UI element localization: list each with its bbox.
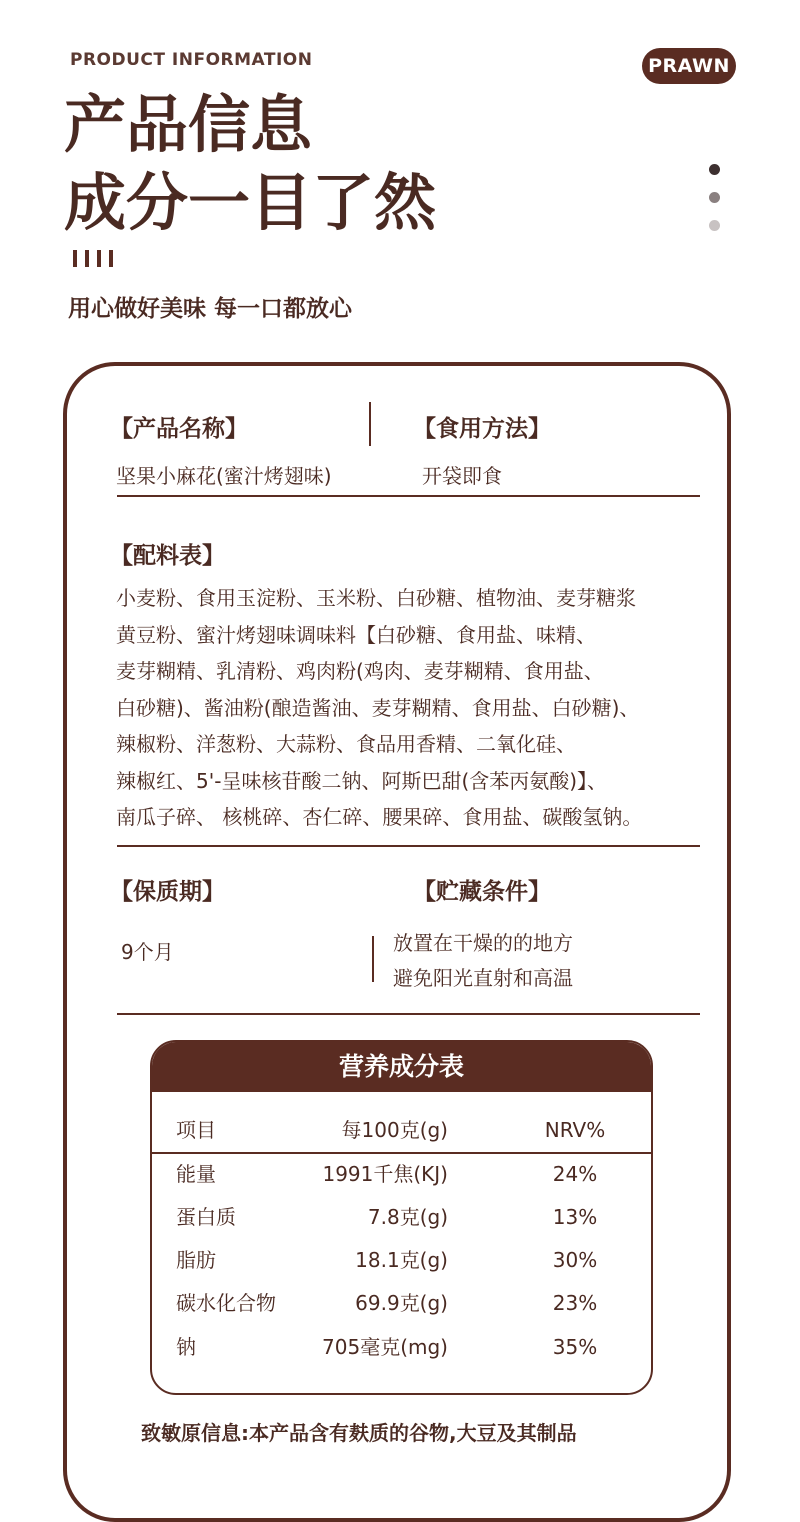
nutrient-nrv: 24% — [552, 1162, 598, 1186]
ingredient-line: 辣椒红、5'-呈味核苷酸二钠、阿斯巴甜(含苯丙氨酸)】、 — [116, 768, 608, 793]
nutrient-nrv: 23% — [552, 1291, 598, 1315]
section-divider — [117, 1013, 700, 1015]
ingredient-line: 辣椒粉、洋葱粉、大蒜粉、食品用香精、二氧化硅、 — [116, 732, 576, 756]
header-item: 项目 — [176, 1118, 216, 1142]
nutrient-nrv: 13% — [552, 1205, 598, 1229]
product-name-value: 坚果小麻花(蜜汁烤翅味) — [116, 464, 332, 488]
ingredient-line: 白砂糖)、酱油粉(酿造酱油、麦芽糊精、食用盐、白砂糖)、 — [116, 695, 640, 720]
nutrient-name: 能量 — [176, 1162, 216, 1186]
ingredient-line: 麦芽糊精、乳清粉、鸡肉粉(鸡肉、麦芽糊精、食用盐、 — [116, 659, 604, 683]
table-row — [152, 1283, 651, 1323]
section-divider — [117, 845, 700, 847]
storage-line-2: 避免阳光直射和高温 — [393, 966, 573, 990]
decorative-ticks — [73, 250, 121, 271]
header-per-100g: 每100克(g) — [341, 1118, 448, 1142]
nutrition-table — [150, 1040, 653, 1395]
ingredient-line: 黄豆粉、蜜汁烤翅味调味料【白砂糖、食用盐、味精、 — [116, 622, 596, 647]
tick — [109, 250, 113, 267]
eyebrow-label: PRODUCT INFORMATION — [70, 50, 313, 70]
tick — [97, 250, 101, 267]
nutrient-name: 碳水化合物 — [176, 1291, 276, 1315]
nutrient-amount: 705毫克(mg) — [322, 1335, 448, 1359]
table-row — [152, 1197, 651, 1237]
dot-1 — [709, 164, 720, 175]
product-badge: PRAWN — [642, 48, 736, 84]
usage-value: 开袋即食 — [422, 464, 502, 488]
nutrition-header-row — [152, 1110, 651, 1150]
tick — [73, 250, 77, 267]
nutrient-name: 蛋白质 — [176, 1205, 236, 1229]
page-title — [64, 86, 436, 242]
nutrient-amount: 7.8克(g) — [367, 1205, 448, 1229]
nutrient-name: 钠 — [176, 1335, 196, 1359]
dot-2 — [709, 192, 720, 203]
shelf-life-value: 9个月 — [121, 940, 174, 964]
decorative-dots — [709, 164, 720, 248]
storage-heading: 【贮藏条件】 — [413, 879, 551, 905]
nutrition-title: 营养成分表 — [152, 1042, 651, 1092]
column-divider — [372, 936, 374, 982]
nutrient-amount: 1991千焦(KJ) — [322, 1162, 448, 1186]
table-row — [152, 1327, 651, 1367]
table-row — [152, 1154, 651, 1194]
table-row — [152, 1240, 651, 1280]
nutrient-amount: 18.1克(g) — [355, 1248, 448, 1272]
nutrient-name: 脂肪 — [176, 1248, 216, 1272]
allergen-info: 致敏原信息:本产品含有麸质的谷物,大豆及其制品 — [141, 1421, 577, 1445]
title-line-2: 成分一目了然 — [64, 166, 437, 239]
section-divider — [117, 495, 700, 497]
product-name-heading: 【产品名称】 — [110, 416, 248, 442]
tick — [85, 250, 89, 267]
nutrient-nrv: 30% — [552, 1248, 598, 1272]
storage-line-1: 放置在干燥的的地方 — [393, 931, 573, 955]
nutrient-nrv: 35% — [552, 1335, 598, 1359]
column-divider — [369, 402, 371, 446]
shelf-life-heading: 【保质期】 — [110, 879, 225, 905]
header-nrv: NRV% — [544, 1118, 606, 1142]
dot-3 — [709, 220, 720, 231]
ingredients-list — [116, 580, 642, 836]
ingredients-heading: 【配料表】 — [110, 543, 225, 569]
title-line-1: 产品信息 — [64, 88, 313, 161]
nutrient-amount: 69.9克(g) — [355, 1291, 448, 1315]
ingredient-line: 小麦粉、食用玉淀粉、玉米粉、白砂糖、植物油、麦芽糖浆 — [116, 586, 636, 610]
usage-heading: 【食用方法】 — [413, 416, 551, 442]
slogan: 用心做好美味 每一口都放心 — [68, 296, 353, 322]
ingredient-line: 南瓜子碎、 核桃碎、杏仁碎、腰果碎、食用盐、碳酸氢钠。 — [116, 805, 643, 829]
